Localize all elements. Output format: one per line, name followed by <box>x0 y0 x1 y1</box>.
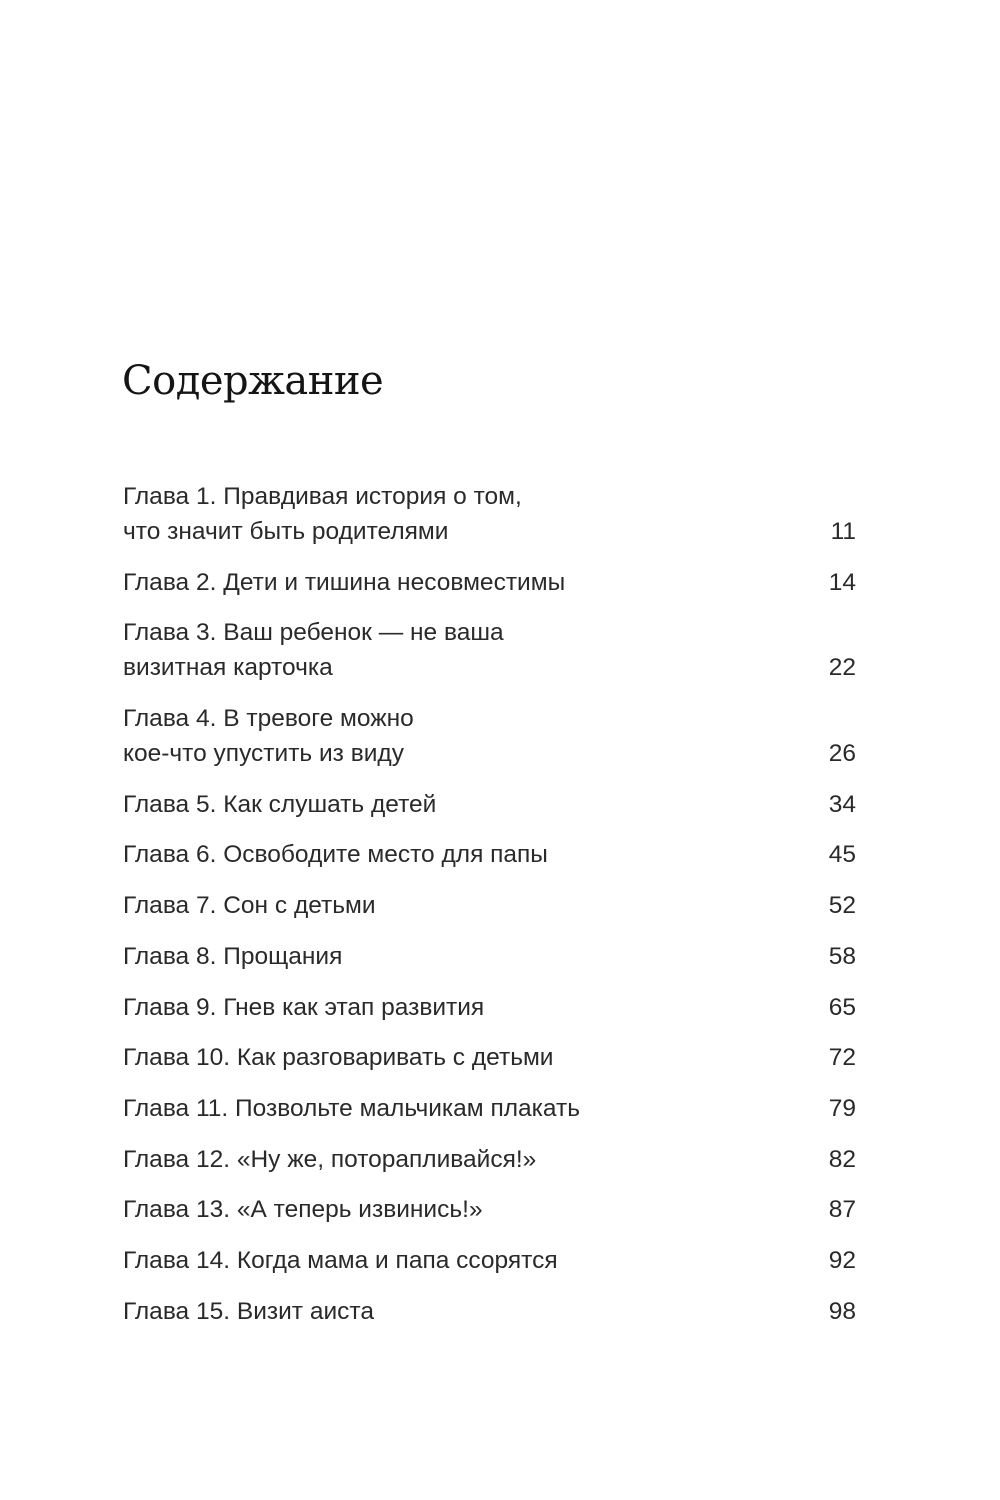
page-number: 52 <box>828 892 856 920</box>
chapter-title: Глава 3. Ваш ребенок — не ваша визитная карточка <box>123 619 504 682</box>
page-number: 98 <box>828 1297 856 1325</box>
page-number: 87 <box>828 1196 856 1224</box>
chapter-title: Глава 5. Как слушать детей <box>123 790 437 818</box>
chapter-title: Глава 14. Когда мама и папа ссорятся <box>123 1246 558 1274</box>
toc-entry[interactable] <box>123 1192 856 1227</box>
toc-entry[interactable] <box>123 1040 856 1075</box>
toc-entry[interactable] <box>123 479 856 549</box>
toc-entry[interactable] <box>123 615 856 685</box>
page-number: 26 <box>828 740 856 768</box>
page-number: 11 <box>830 518 856 545</box>
page-number: 22 <box>828 654 856 682</box>
chapter-title: Глава 12. «Ну же, поторапливайся!» <box>123 1145 537 1173</box>
table-of-contents <box>123 479 856 1344</box>
toc-entry[interactable] <box>123 787 856 822</box>
toc-entry[interactable] <box>123 837 856 872</box>
chapter-title: Глава 4. В тревоге можно кое-что упустить из виду <box>123 705 414 768</box>
toc-entry[interactable] <box>123 1294 856 1329</box>
chapter-title: Глава 6. Освободите место для папы <box>123 841 548 869</box>
page-number: 58 <box>828 942 856 970</box>
chapter-title: Глава 11. Позвольте мальчикам плакать <box>123 1094 580 1122</box>
chapter-title: Глава 13. «А теперь извинись!» <box>123 1196 483 1224</box>
page-number: 92 <box>828 1246 856 1274</box>
toc-entry[interactable] <box>123 990 856 1025</box>
page-number: 45 <box>828 841 856 869</box>
chapter-title: Глава 7. Сон с детьми <box>123 892 376 920</box>
chapter-title: Глава 10. Как разговаривать с детьми <box>123 1044 554 1072</box>
page-number: 65 <box>828 993 856 1021</box>
toc-entry[interactable] <box>123 888 856 923</box>
chapter-title: Глава 15. Визит аиста <box>123 1297 374 1325</box>
toc-entry[interactable] <box>123 565 856 600</box>
chapter-title: Глава 2. Дети и тишина несовместимы <box>123 568 566 596</box>
page-number: 79 <box>828 1094 856 1122</box>
toc-entry[interactable] <box>123 1142 856 1177</box>
toc-entry[interactable] <box>123 939 856 974</box>
toc-entry[interactable] <box>123 1091 856 1126</box>
toc-entry[interactable] <box>123 701 856 771</box>
page-number: 34 <box>828 790 856 818</box>
toc-entry[interactable] <box>123 1243 856 1278</box>
chapter-title: Глава 8. Прощания <box>123 942 343 970</box>
page-number: 72 <box>828 1044 856 1072</box>
page-number: 82 <box>828 1145 856 1173</box>
page-title: Содержание <box>122 358 384 404</box>
page-number: 14 <box>828 568 856 596</box>
chapter-title: Глава 1. Правдивая история о том, что значит быть родителями <box>123 483 522 545</box>
chapter-title: Глава 9. Гнев как этап развития <box>123 993 485 1021</box>
